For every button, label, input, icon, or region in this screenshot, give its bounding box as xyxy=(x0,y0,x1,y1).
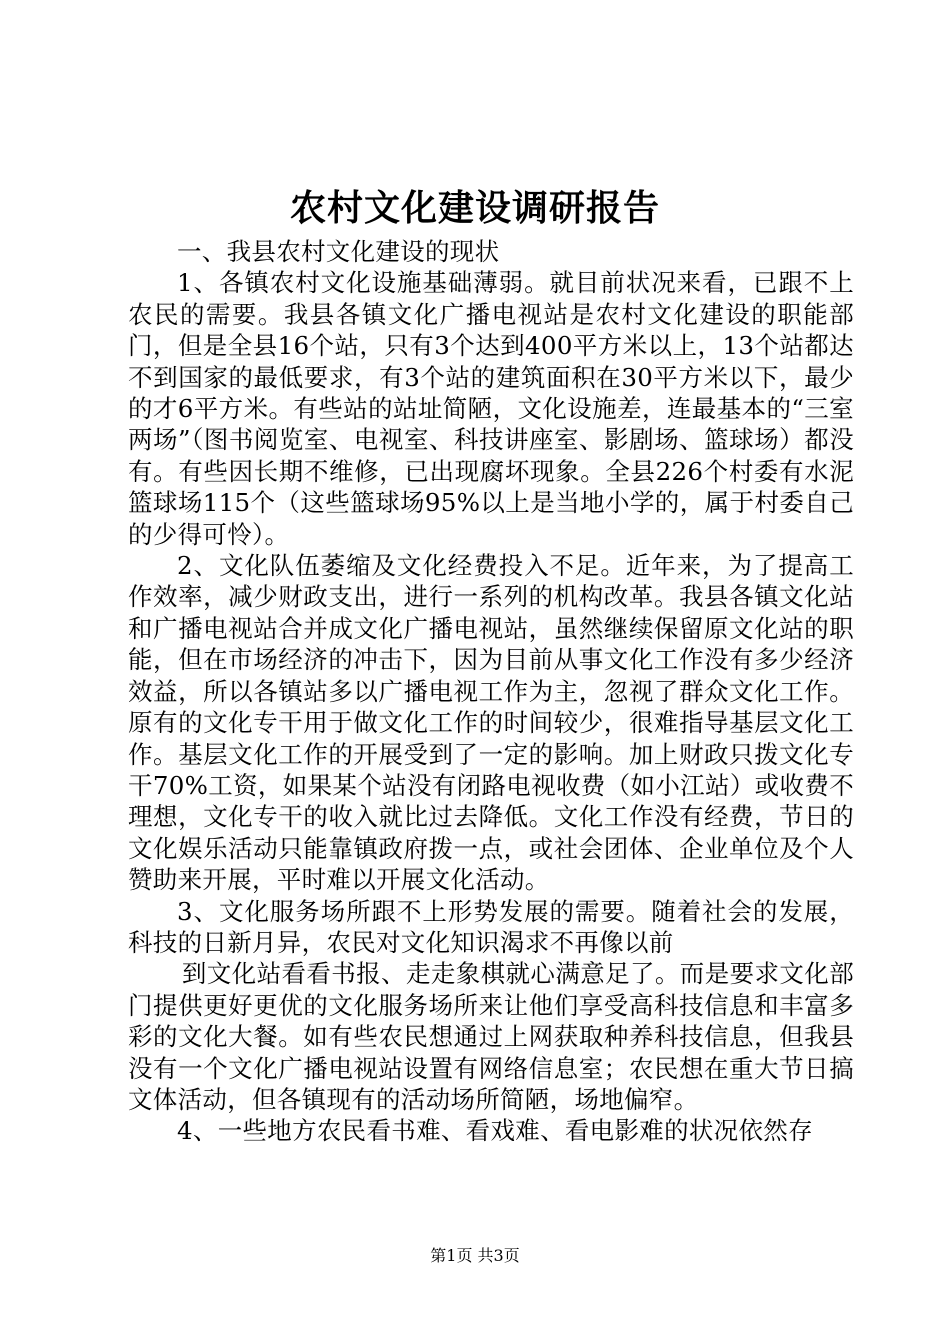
paragraph-4: 4、一些地方农民看书难、看戏难、看电影难的状况依然存 xyxy=(177,1116,813,1146)
paragraph-1: 1、各镇农村文化设施基础薄弱。就目前状况来看，已跟不上农民的需要。我县各镇文化广播电视站是农村文化建设的职能部门，但是全县16个站，只有3个达到400平方米以上，13个站都达不到国家的最低要求，有3个站的建筑面积在30平方米以下，最少的才6平方米。有些站的站址简陋，文化设施差，连最基本的“三室两场”（图书阅览室、电视室、科技讲座室、影剧场、篮球场）都没有。有些因长期不维修，已出现腐坏现象。全县226个村委有水泥篮球场115个（这些篮球场95%以上是当地小学的，属于村委自己的少得可怜）。 xyxy=(128,268,854,549)
document-body xyxy=(128,236,854,1147)
paragraph-3-continued: 到文化站看看书报、走走象棋就心满意足了。而是要求文化部门提供更好更优的文化服务场所来让他们享受高科技信息和丰富多彩的文化大餐。如有些农民想通过上网获取种养科技信息，但我县没有一个文化广播电视站设置有网络信息室；农民想在重大节日搞文体活动，但各镇现有的活动场所简陋，场地偏窄。 xyxy=(128,959,854,1114)
paragraph-2: 2、文化队伍萎缩及文化经费投入不足。近年来，为了提高工作效率，减少财政支出，进行一系列的机构改革。我县各镇文化站和广播电视站合并成文化广播电视站，虽然继续保留原文化站的职能，但在市场经济的冲击下，因为目前从事文化工作没有多少经济效益，所以各镇站多以广播电视工作为主，忽视了群众文化工作。原有的文化专干用于做文化工作的时间较少，很难指导基层文化工作。基层文化工作的开展受到了一定的影响。加上财政只拨文化专干70%工资，如果某个站没有闭路电视收费（如小江站）或收费不理想，文化专干的收入就比过去降低。文化工作没有经费，节日的文化娱乐活动只能靠镇政府拨一点，或社会团体、企业单位及个人赞助来开展，平时难以开展文化活动。 xyxy=(128,551,854,895)
document-title: 农村文化建设调研报告 xyxy=(289,187,660,229)
paragraph-3: 3、文化服务场所跟不上形势发展的需要。随着社会的发展，科技的日新月异，农民对文化知识渴求不再像以前 xyxy=(128,896,854,957)
page-footer: 第1页 共3页 xyxy=(430,1246,520,1265)
section-heading: 一、我县农村文化建设的现状 xyxy=(177,237,500,266)
